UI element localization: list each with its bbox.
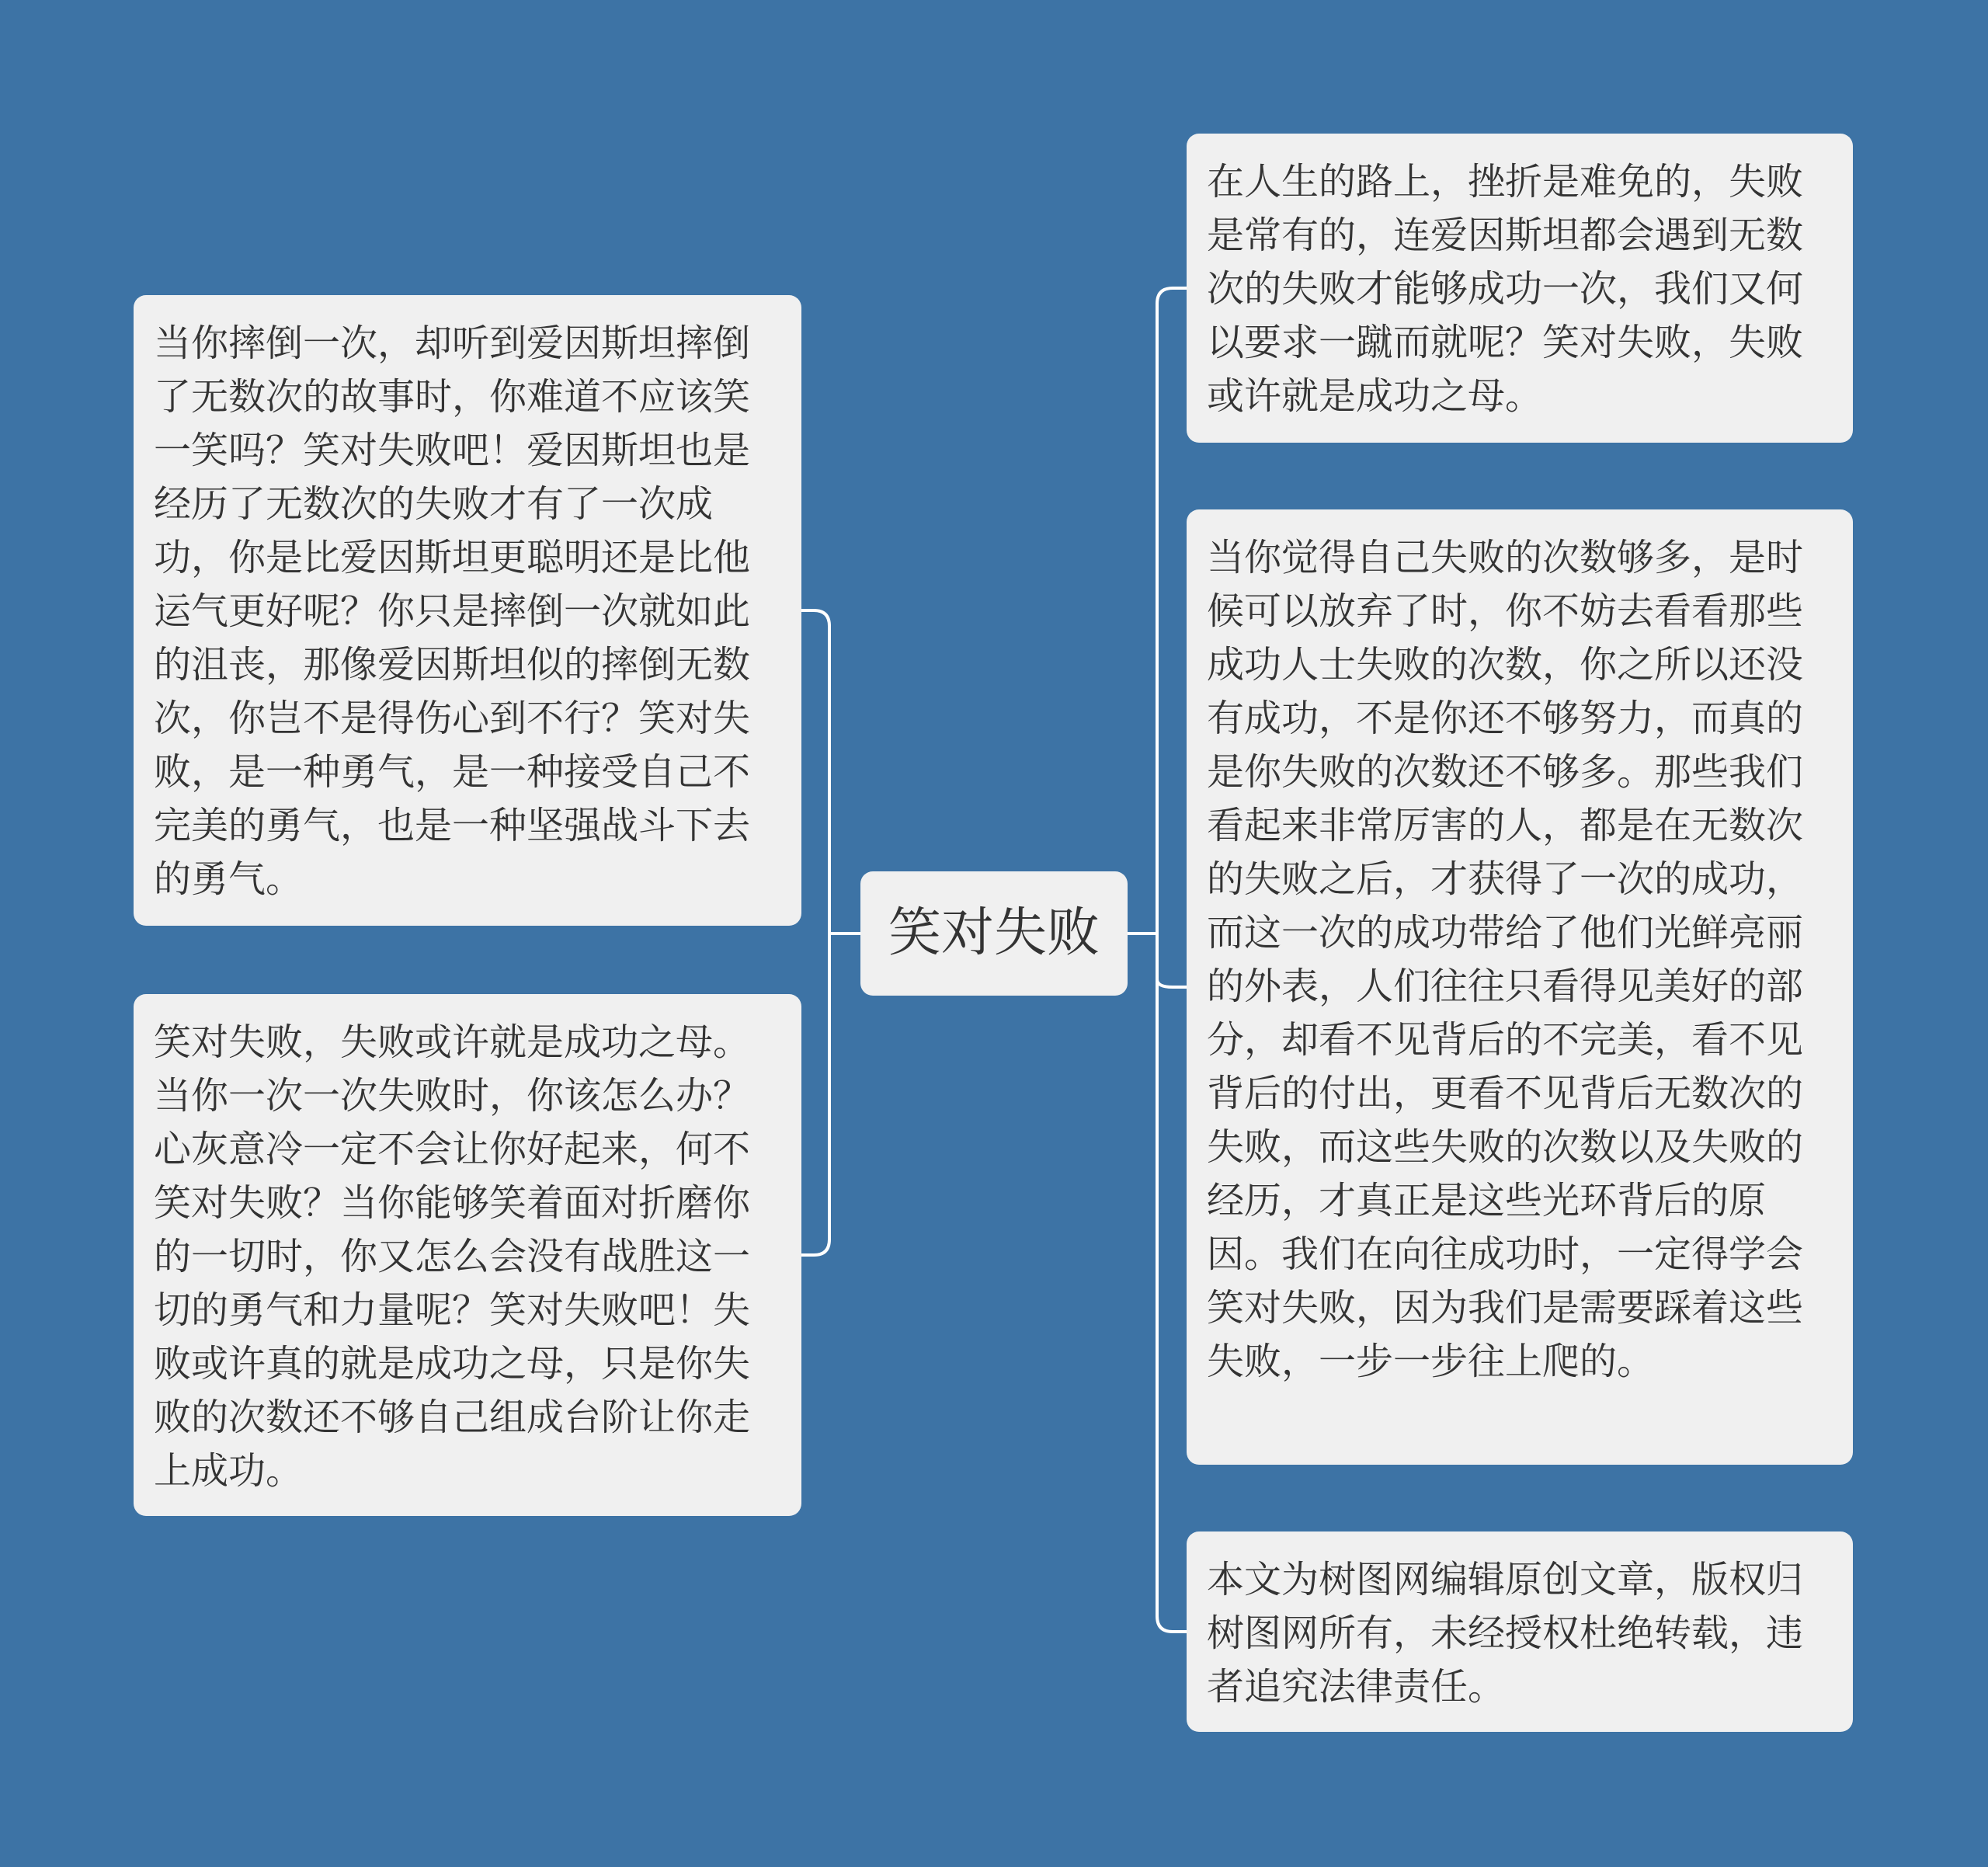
right-topic-3[interactable]: 本文为树图网编辑原创文章，版权归树图网所有，未经授权杜绝转载，违者追究法律责任。 bbox=[1187, 1531, 1853, 1732]
right-topic-2[interactable]: 当你觉得自己失败的次数够多，是时候可以放弃了时，你不妨去看看那些成功人士失败的次数，你之所以还没有成功，不是你还不够努力，而真的是你失败的次数还不够多。那些我们看起来非常厉害的人，都是在无数次的失败之后，才获得了一次的成功，而这一次的成功带给了他们光鲜亮丽的外表，人们往往只看得见美好的部分，却看不见背后的不完美，看不见背后的付出，更看不见背后无数次的失败，而这些失败的次数以及失败的经历，才真正是这些光环背后的原因。我们在向往成功时，一定得学会笑对失败，因为我们是需要踩着这些失败，一步一步往上爬的。 bbox=[1187, 509, 1853, 1465]
left-topic-2[interactable]: 笑对失败，失败或许就是成功之母。当你一次一次失败时，你该怎么办？心灰意冷一定不会让你好起来，何不笑对失败？当你能够笑着面对折磨你的一切时，你又怎么会没有战胜这一切的勇气和力量呢？笑对失败吧！失败或许真的就是成功之母，只是你失败的次数还不够自己组成台阶让你走上成功。 bbox=[134, 994, 801, 1516]
connector-left bbox=[801, 610, 860, 1255]
right-topic-1[interactable]: 在人生的路上，挫折是难免的，失败是常有的，连爱因斯坦都会遇到无数次的失败才能够成功一次，我们又何以要求一蹴而就呢？笑对失败，失败或许就是成功之母。 bbox=[1187, 134, 1853, 443]
root-topic[interactable]: 笑对失败 bbox=[860, 871, 1128, 996]
connector-right bbox=[1128, 288, 1187, 1632]
left-topic-1[interactable]: 当你摔倒一次，却听到爱因斯坦摔倒了无数次的故事时，你难道不应该笑一笑吗？笑对失败吧！爱因斯坦也是经历了无数次的失败才有了一次成功，你是比爱因斯坦更聪明还是比他运气更好呢？你只是摔倒一次就如此的沮丧，那像爱因斯坦似的摔倒无数次，你岂不是得伤心到不行？笑对失败，是一种勇气，是一种接受自己不完美的勇气，也是一种坚强战斗下去的勇气。 bbox=[134, 295, 801, 926]
